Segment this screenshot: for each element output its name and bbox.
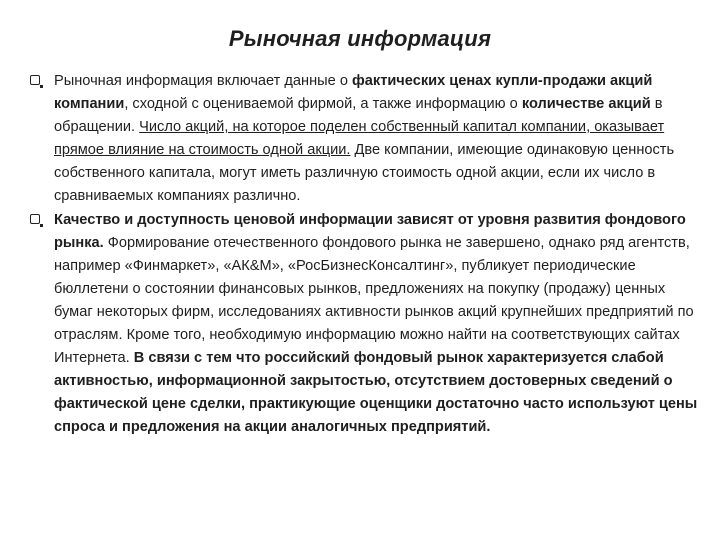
p1-underlined-sentence: Число акций, на которое поделен собственный капитал компании, оказывает прямое влияние на стоимость одной акции. <box>54 119 665 159</box>
p1-bold-prices: фактических ценах купли-продажи акций компании <box>54 73 653 113</box>
square-bullet-icon <box>30 214 40 224</box>
square-bullet-icon <box>30 75 40 85</box>
p1-text-4: Две компании, имеющие одинаковую ценность собственного капитала, могут иметь различную стоимость одной акции, если их число в сравниваемых компаниях различно. <box>54 142 675 205</box>
slide-title: Рыночная информация <box>228 26 492 51</box>
bullet-item-1 <box>30 70 702 209</box>
p2-text: Формирование отечественного фондового рынка не завершено, однако ряд агентств, например «Финмаркет», «АК&М», «РосБизнесКонсалтинг», публикует периодические бюллетени о состоянии финансовых рынков, предложениях на покупку (продажу) ценных бумаг некоторых фирм, исследованиях активности рынков акций крупнейших предприятий по отраслям. Кроме того, необходимую информацию можно найти на соответствующих сайтах Интернета. <box>54 234 694 367</box>
bullet-item-2 <box>30 209 702 440</box>
slide-body <box>30 70 702 440</box>
p1-text-2: , сходной с оцениваемой фирмой, а также информацию о <box>124 96 522 113</box>
p2-bold-conclusion: В связи с тем что российский фондовый рынок характеризуется слабой активностью, информационной закрытостью, отсутствием достоверных сведений о фактической цене сделки, практикующие оценщики достаточно часто используют цены спроса и предложения на акции аналогичных предприятий. <box>54 350 698 436</box>
p1-text-3: в обращении. <box>54 96 663 136</box>
p2-bold-lead: Качество и доступность ценовой информации зависят от уровня развития фондового рынка. <box>54 211 686 251</box>
p1-text-1: Рыночная информация включает данные о <box>54 73 352 89</box>
p1-bold-quantity: количестве акций <box>521 96 651 113</box>
